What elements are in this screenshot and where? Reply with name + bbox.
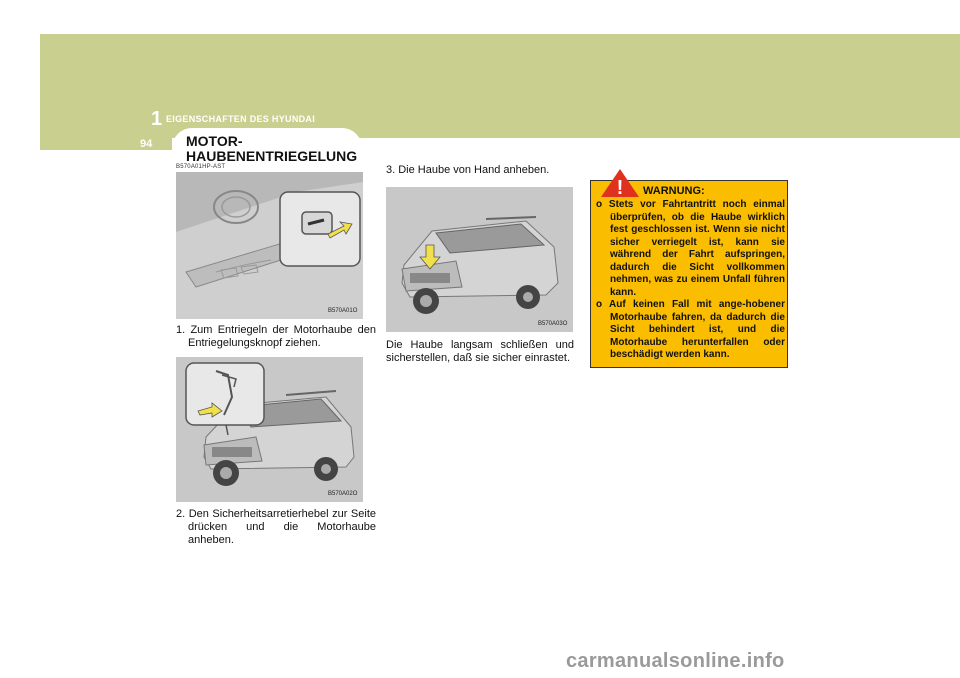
step-3: 3. Die Haube von Hand anheben. xyxy=(386,164,550,176)
warning-triangle-icon xyxy=(600,168,640,198)
step-1: 1. Zum Entriegeln der Motorhaube den Entriegelungsknopf ziehen. xyxy=(176,324,376,349)
figure-label: B570A01O xyxy=(328,308,358,314)
figure-hood-release-lever xyxy=(176,172,363,319)
watermark: carmanualsonline.info xyxy=(566,650,785,672)
svg-text:!: ! xyxy=(616,177,624,198)
figure-label: B570A03O xyxy=(538,321,568,327)
closing-text: Die Haube langsam schließen und sicherstellen, daß sie sicher einrastet. xyxy=(386,339,574,364)
warning-item: o Auf keinen Fall mit ange-hobener Motorhaube fahren, da dadurch die Sicht behindert ist, und die Motorhaube herunterfallen oder beschädigt werden kann. xyxy=(596,299,785,360)
step-2: 2. Den Sicherheitsarretierhebel zur Seite drücken und die Motorhaube anheben. xyxy=(176,508,376,546)
chapter-title: EIGENSCHAFTEN DES HYUNDAI xyxy=(166,114,316,124)
chapter-number: 1 xyxy=(151,108,163,130)
warning-title: WARNUNG: xyxy=(643,185,705,197)
warning-list xyxy=(596,199,785,362)
section-title: MOTOR- HAUBENENTRIEGELUNG xyxy=(186,133,358,164)
page-number: 94 xyxy=(140,138,153,150)
section-code: B570A01HP-AST xyxy=(176,164,226,170)
figure-label: B570A02O xyxy=(328,491,358,497)
warning-item: o Stets vor Fahrtantritt noch einmal überprüfen, ob die Haube wirklich fest geschlossen ist. Wenn sie nicht sicher verriegelt ist, kann sie während der Fahrt aufspringen, dadurch die Sicht vollkommen nehmen, was zu einem Unfall führen kann. xyxy=(596,199,785,298)
figure-safety-latch xyxy=(176,357,363,502)
figure-raise-hood xyxy=(386,187,573,332)
